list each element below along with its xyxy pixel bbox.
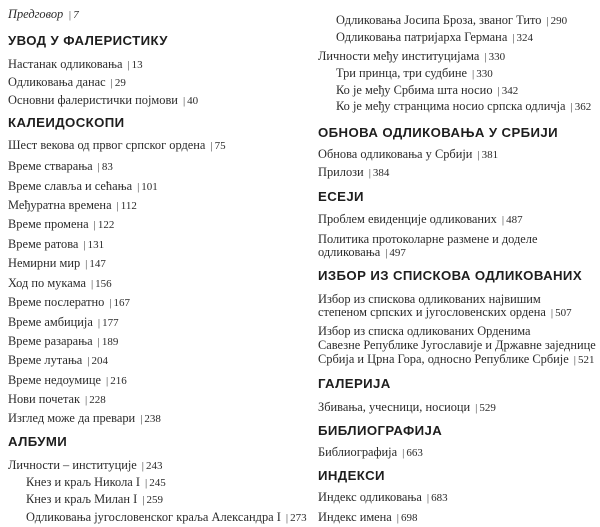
toc-entry-preface: Предговор| 7 — [8, 7, 79, 22]
toc-entry: Индекс имена| 698 — [318, 510, 418, 525]
toc-entry: Ход по мукама| 156 — [8, 276, 112, 291]
section-title-essays: ЕСЕЈИ — [318, 189, 364, 204]
toc-entry: Политика протоколарне размене и доделе — [318, 232, 538, 246]
toc-entry: Прилози| 384 — [318, 165, 389, 180]
toc-entry: Време ратова| 131 — [8, 237, 104, 252]
toc-entry: Индекс одликовања| 683 — [318, 490, 448, 505]
toc-entry: Немирни мир| 147 — [8, 256, 106, 271]
toc-entry: Шест векова од првог српског ордена| 75 — [8, 138, 226, 153]
toc-entry: Време славља и сећања| 101 — [8, 179, 158, 194]
toc-entry: Обнова одликовања у Србији| 381 — [318, 147, 498, 162]
toc-entry: Библиографија| 663 — [318, 445, 423, 460]
toc-entry: Време послератно| 167 — [8, 295, 130, 310]
toc-entry: Избор из списка одликованих Орденима — [318, 324, 531, 338]
toc-entry-continued: Савезне Републике Југославије и Државне заједнице — [318, 338, 596, 352]
toc-entry: Одликовања патријарха Германа| 324 — [336, 30, 533, 45]
section-title-intro: УВОД У ФАЛЕРИСТИКУ — [8, 33, 168, 48]
toc-entry: Збивања, учесници, носиоци| 529 — [318, 400, 496, 415]
toc-entry-continued: степеном српских и југословенских ордена| 507 — [318, 305, 572, 320]
section-title-selection: ИЗБОР ИЗ СПИСКОВА ОДЛИКОВАНИХ — [318, 268, 583, 283]
toc-entry: Личности – институције| 243 — [8, 458, 163, 473]
toc-entry: Нови почетак| 228 — [8, 392, 106, 407]
toc-entry: Време недоумице| 216 — [8, 373, 127, 388]
toc-entry: Три принца, три судбине| 330 — [336, 66, 493, 81]
section-title-bibliography: БИБЛИОГРАФИЈА — [318, 423, 443, 438]
toc-entry: Кнез и краљ Милан I| 259 — [26, 492, 163, 507]
section-title-kaleidoscopes: КАЛЕИДОСКОПИ — [8, 115, 125, 130]
toc-entry: Основни фалеристички појмови| 40 — [8, 93, 198, 108]
toc-entry: Време разарања| 189 — [8, 334, 118, 349]
toc-entry: Време стварања| 83 — [8, 159, 113, 174]
section-title-restoration: ОБНОВА ОДЛИКОВАЊА У СРБИЈИ — [318, 125, 559, 140]
toc-entry: Изглед може да превари| 238 — [8, 411, 161, 426]
toc-entry: Избор из спискова одликованих највишим — [318, 292, 541, 306]
toc-entry: Међуратна времена| 112 — [8, 198, 137, 213]
toc-entry: Одликовања Јосипа Броза, званог Тито| 290 — [336, 13, 567, 28]
section-title-indexes: ИНДЕКСИ — [318, 468, 385, 483]
toc-entry: Одликовања југословенског краља Александра I| 273 — [26, 510, 307, 525]
toc-entry: Кнез и краљ Никола I| 245 — [26, 475, 166, 490]
toc-entry: Време промена| 122 — [8, 217, 114, 232]
section-title-albums: АЛБУМИ — [8, 434, 68, 449]
toc-entry: Проблем евиденције одликованих| 487 — [318, 212, 523, 227]
toc-entry-continued: одликовања| 497 — [318, 245, 406, 260]
toc-entry: Настанак одликовања| 13 — [8, 57, 143, 72]
toc-entry: Одликовања данас| 29 — [8, 75, 126, 90]
section-title-gallery: ГАЛЕРИЈА — [318, 376, 391, 391]
toc-entry-continued: Србија и Црна Гора, односно Републике Србије| 521 — [318, 352, 594, 367]
toc-entry: Личности међу институцијама| 330 — [318, 49, 505, 64]
toc-entry: Време амбиција| 177 — [8, 315, 119, 330]
toc-entry: Ко је међу странцима носио српска одличја| 362 — [336, 99, 591, 114]
toc-entry: Ко је међу Србима шта носио| 342 — [336, 83, 518, 98]
toc-entry: Време лутања| 204 — [8, 353, 108, 368]
